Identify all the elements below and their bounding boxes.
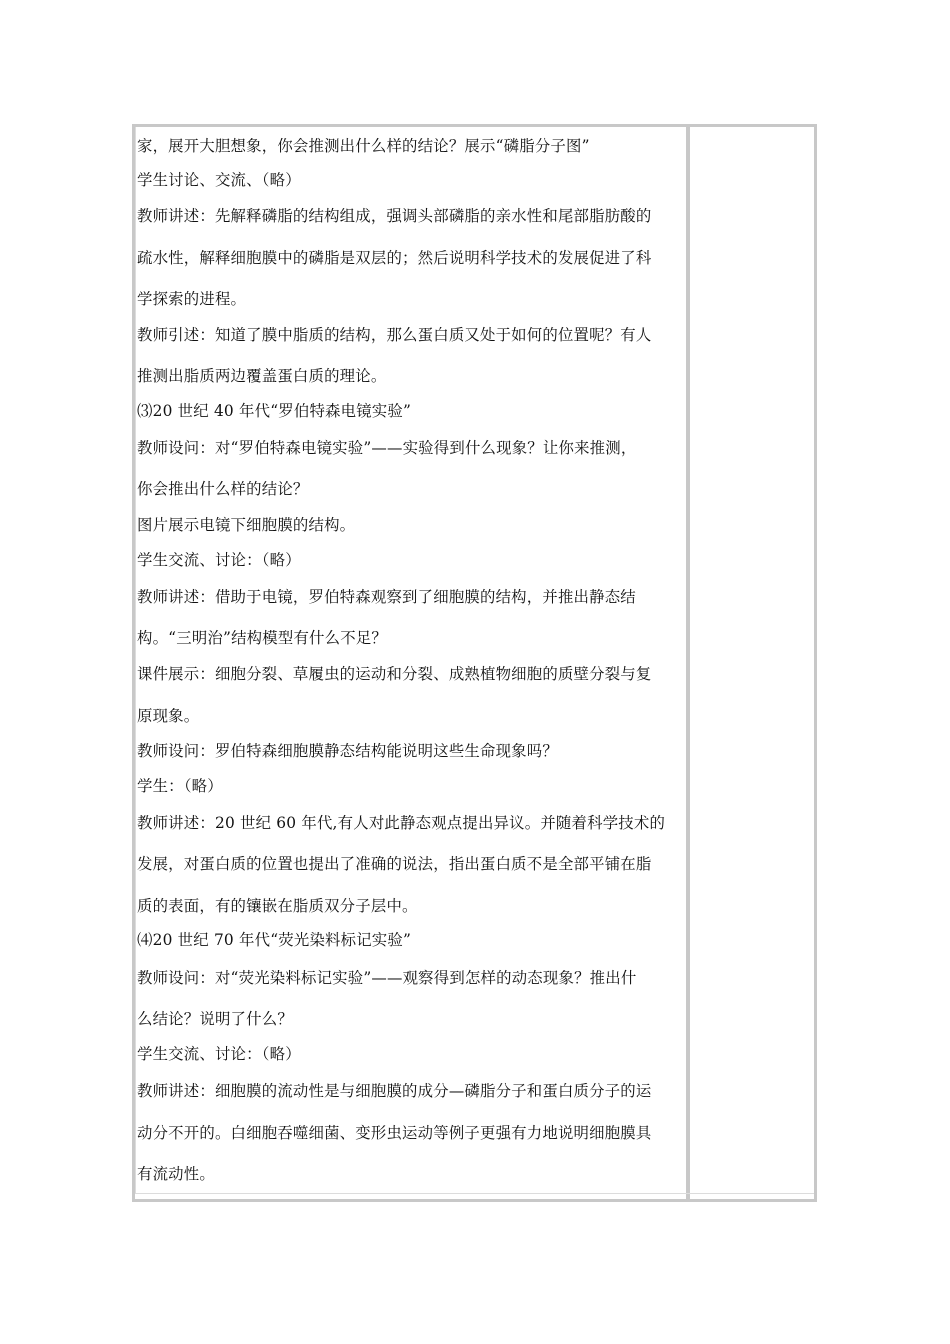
text-line: 家，展开大胆想象，你会推测出什么样的结论？展示“磷脂分子图” xyxy=(137,137,590,155)
text-line: 动分不开的。白细胞吞噬细菌、变形虫运动等例子更强有力地说明细胞膜具 xyxy=(137,1124,652,1142)
text-line: 教师引述：知道了膜中脂质的结构，那么蛋白质又处于如何的位置呢？有人 xyxy=(137,326,652,344)
section-heading: ⑶20 世纪 40 年代“罗伯特森电镜实验” xyxy=(137,402,412,420)
text-line: 推测出脂质两边覆盖蛋白质的理论。 xyxy=(137,367,387,385)
text-line: 疏水性，解释细胞膜中的磷脂是双层的；然后说明科学技术的发展促进了科 xyxy=(137,249,652,267)
text-line: 有流动性。 xyxy=(137,1165,215,1183)
text-line: 教师讲述：细胞膜的流动性是与细胞膜的成分—磷脂分子和蛋白质分子的运 xyxy=(137,1082,652,1100)
text-line: 么结论？说明了什么？ xyxy=(137,1010,293,1028)
text-line: 课件展示：细胞分裂、草履虫的运动和分裂、成熟植物细胞的质壁分裂与复 xyxy=(137,665,652,683)
lesson-text-cell xyxy=(137,127,687,1193)
text-line: 学生交流、讨论：（略） xyxy=(137,1045,301,1063)
text-line: 教师设问：罗伯特森细胞膜静态结构能说明这些生命现象吗？ xyxy=(137,742,558,760)
text-line: 学生交流、讨论：（略） xyxy=(137,551,301,569)
text-line: 学探索的进程。 xyxy=(137,290,247,308)
cell-inner-border-left xyxy=(135,127,136,1193)
text-line: 教师讲述：20 世纪 60 年代,有人对此静态观点提出异议。并随着科学技术的 xyxy=(137,814,666,832)
text-line: 教师讲述：先解释磷脂的结构组成，强调头部磷脂的亲水性和尾部脂肪酸的 xyxy=(137,207,652,225)
text-line: 原现象。 xyxy=(137,707,200,725)
text-line: 发展，对蛋白质的位置也提出了准确的说法，指出蛋白质不是全部平铺在脂 xyxy=(137,855,652,873)
text-line: 你会推出什么样的结论？ xyxy=(137,480,309,498)
text-line: 教师讲述：借助于电镜，罗伯特森观察到了细胞膜的结构，并推出静态结 xyxy=(137,588,636,606)
text-line: 教师设问：对“荧光染料标记实验”——观察得到怎样的动态现象？推出什 xyxy=(137,969,637,987)
text-line: 学生：（略） xyxy=(137,777,223,795)
section-heading: ⑷20 世纪 70 年代“荧光染料标记实验” xyxy=(137,931,412,949)
text-line: 质的表面，有的镶嵌在脂质双分子层中。 xyxy=(137,897,418,915)
cell-inner-border-bottom xyxy=(135,1193,814,1194)
text-line: 教师设问：对“罗伯特森电镜实验”——实验得到什么现象？让你来推测， xyxy=(137,439,637,457)
text-line: 构。“三明治”结构模型有什么不足？ xyxy=(137,629,387,647)
text-line: 学生讨论、交流、（略） xyxy=(137,171,301,189)
text-line: 图片展示电镜下细胞膜的结构。 xyxy=(137,516,356,534)
